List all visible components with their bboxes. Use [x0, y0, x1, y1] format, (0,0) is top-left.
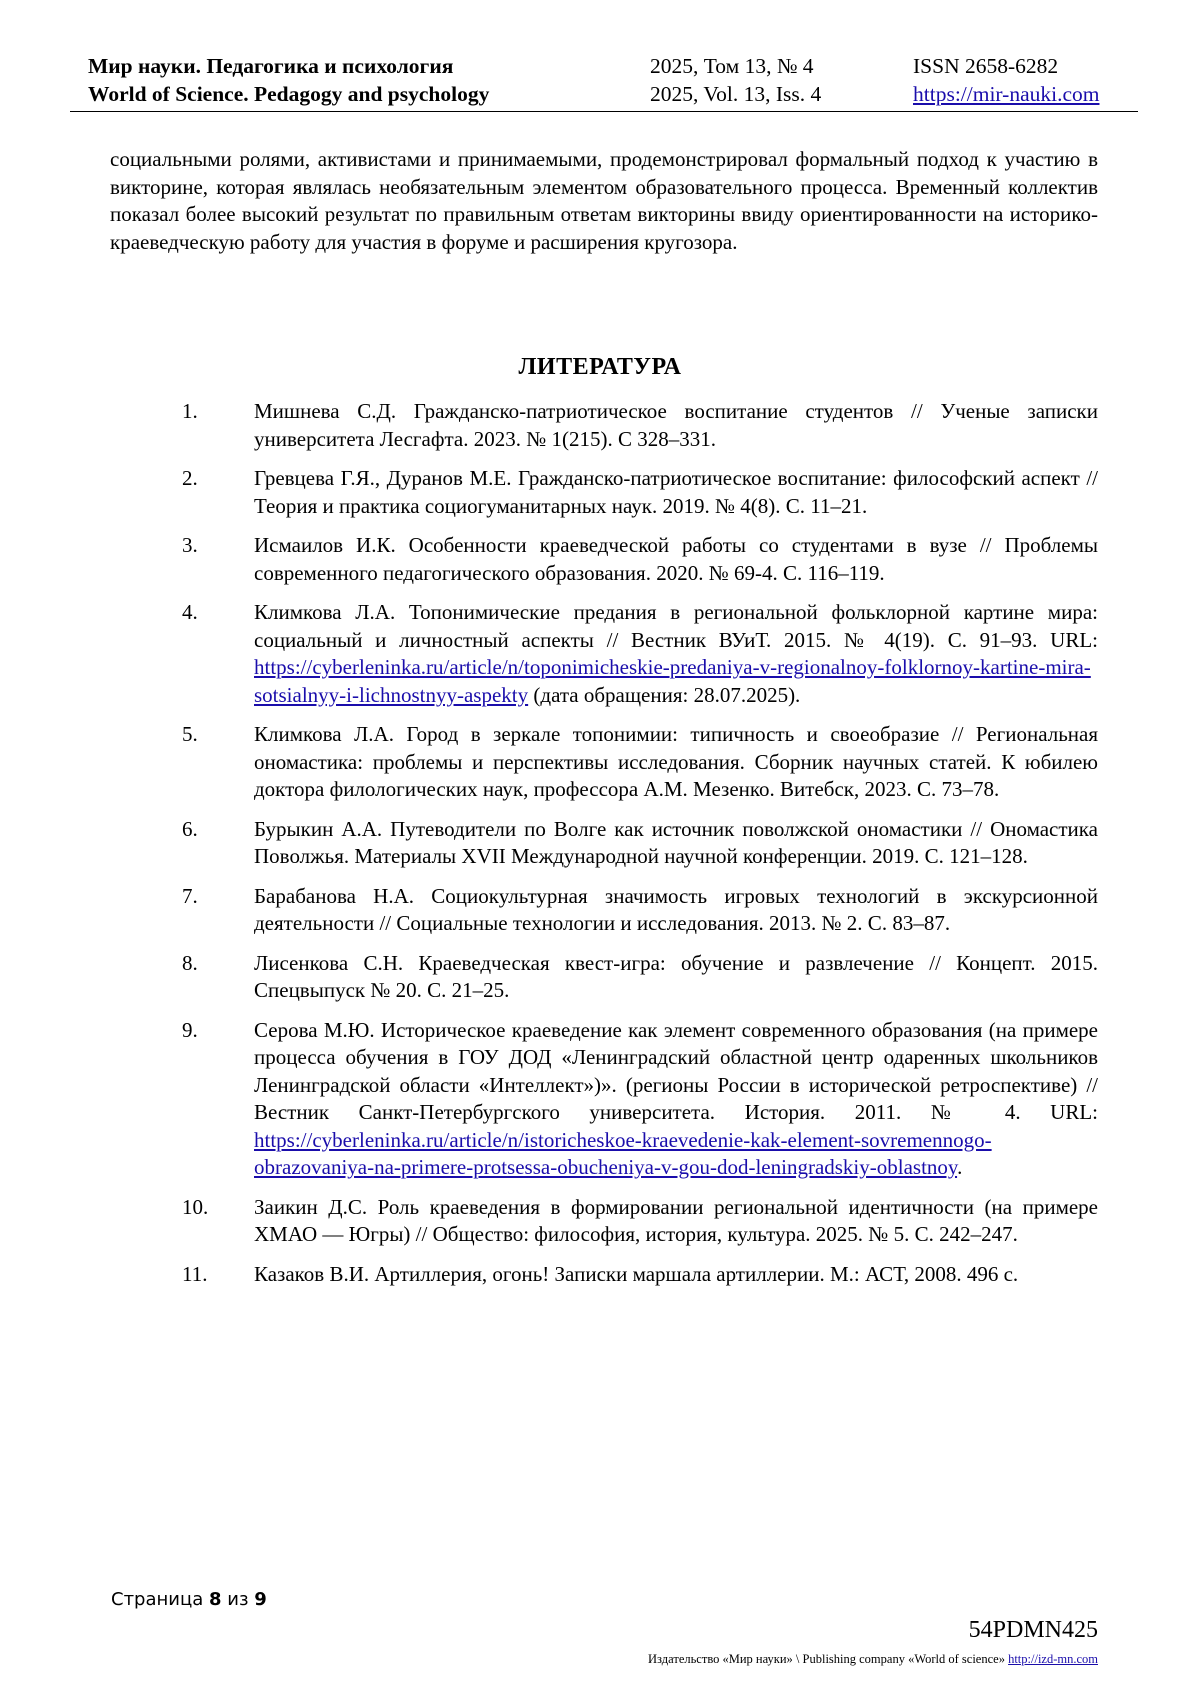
reference-item: [110, 1261, 1098, 1289]
page-word: Страница: [111, 1589, 204, 1610]
publisher-text: Издательство «Мир науки» \ Publishing company «World of science»: [648, 1652, 1005, 1666]
page-number: [111, 1589, 267, 1610]
reference-text: [254, 532, 1098, 587]
reference-url-link[interactable]: https://cyberleninka.ru/article/n/istoricheskoe-kraevedenie-kak-element-sovremennogo-obrazovaniya-na-primere-protsessa-obucheniya-v-gou-dod-leningradskiy-oblastnoy: [254, 1127, 992, 1179]
page-current: 8: [209, 1589, 222, 1610]
reference-item: [110, 950, 1098, 1005]
reference-number: 10.: [182, 1194, 209, 1219]
reference-number: 4.: [182, 600, 198, 624]
reference-citation: Климкова Л.А. Топонимические предания в региональной фольклорной картине мира: социальный и личностный аспекты // Вестник ВУиТ. 2015. № 4(19). С. 91–93. URL:: [254, 600, 1098, 652]
reference-number: 1.: [182, 399, 198, 423]
reference-number: 6.: [182, 816, 198, 841]
reference-item: [110, 721, 1098, 804]
reference-number: 9.: [182, 1017, 198, 1042]
reference-number: 3.: [182, 533, 198, 557]
reference-item: [110, 532, 1098, 587]
reference-citation: Лисенкова С.Н. Краеведческая квест-игра: обучение и развлечение // Концепт. 2015. Спецвыпуск № 20. С. 21–25.: [254, 950, 1098, 1002]
page-of: из: [227, 1589, 249, 1610]
references-heading: ЛИТЕРАТУРА: [518, 354, 682, 380]
reference-text: [254, 816, 1098, 871]
reference-item: [110, 883, 1098, 938]
article-code: 54PDMN425: [968, 1617, 1098, 1643]
reference-citation: Казаков В.И. Артиллерия, огонь! Записки маршала артиллерии. М.: АСТ, 2008. 496 с.: [254, 1261, 1019, 1286]
reference-text: [254, 599, 1098, 709]
reference-item: [110, 465, 1098, 520]
reference-number: 7.: [182, 883, 198, 908]
reference-suffix: (дата обращения: 28.07.2025).: [528, 682, 801, 707]
reference-item: [110, 1017, 1098, 1182]
reference-citation: Барабанова Н.А. Социокультурная значимость игровых технологий в экскурсионной деятельности // Социальные технологии и исследования. 2013. № 2. С. 83–87.: [254, 883, 1098, 935]
reference-item: [110, 398, 1098, 453]
reference-suffix: .: [957, 1155, 963, 1179]
publisher-link[interactable]: http://izd-mn.com: [1008, 1652, 1098, 1666]
reference-citation: Серова М.Ю. Историческое краеведение как элемент современного образования (на примере процесса обучения в ГОУ ДОД «Ленинградский областной центр одаренных школьников Ленинградской области «Интеллект»)». (регионы России в исторической ретроспективе) // Вестник Санкт-Петербургского университета. История. 2011. № 4. URL:: [254, 1017, 1098, 1124]
reference-text: [254, 721, 1098, 804]
reference-citation: Гревцева Г.Я., Дуранов М.Е. Гражданско-патриотическое воспитание: философский аспект // Теория и практика социогуманитарных наук. 2019. № 4(8). С. 11–21.: [254, 466, 1098, 518]
reference-citation: Мишнева С.Д. Гражданско-патриотическое воспитание студентов // Ученые записки университета Лесгафта. 2023. № 1(215). С 328–331.: [254, 399, 1098, 451]
journal-title: [88, 52, 489, 108]
reference-text: [254, 465, 1098, 520]
body-paragraph: социальными ролями, активистами и принимаемыми, продемонстрировал формальный подход к участию в викторине, которая являлась необязательным элементом образовательного процесса. Временный коллектив показал более высокий результат по правильным ответам викторины ввиду ориентированности на историко-краеведческую работу для участия в форуме и расширения кругозора.: [110, 147, 1098, 254]
page-total: 9: [254, 1589, 267, 1610]
references-list: [110, 398, 1098, 1300]
reference-number: 2.: [182, 466, 198, 490]
reference-citation: Исмаилов И.К. Особенности краеведческой работы со студентами в вузе // Проблемы современного педагогического образования. 2020. № 69-4. С. 116–119.: [254, 533, 1098, 585]
reference-item: [110, 1194, 1098, 1249]
issn: ISSN 2658-6282: [913, 54, 1059, 78]
reference-text: [254, 950, 1098, 1005]
reference-text: [254, 883, 1098, 938]
reference-url-link[interactable]: https://cyberleninka.ru/article/n/toponimicheskie-predaniya-v-regionalnoy-folklornoy-kartine-mira-sotsialnyy-i-lichnostnyy-aspekty: [254, 655, 1091, 707]
reference-text: [254, 1194, 1098, 1249]
volume-en: 2025, Vol. 13, Iss. 4: [650, 82, 822, 106]
reference-citation: Заикин Д.С. Роль краеведения в формировании региональной идентичности (на примере ХМАО — Югры) // Общество: философия, история, культура. 2025. № 5. С. 242–247.: [254, 1194, 1098, 1246]
reference-number: 8.: [182, 950, 198, 975]
volume-ru: 2025, Том 13, № 4: [650, 54, 814, 78]
reference-citation: Климкова Л.А. Город в зеркале топонимии: типичность и своеобразие // Региональная ономастика: проблемы и перспективы исследования. Сборник научных статей. К юбилею доктора филологических наук, профессора А.М. Мезенко. Витебск, 2023. С. 73–78.: [254, 722, 1098, 801]
reference-number: 5.: [182, 722, 198, 746]
reference-text: [254, 398, 1098, 453]
header-divider: [70, 111, 1138, 112]
reference-text: [254, 1017, 1098, 1182]
journal-volume: [650, 52, 821, 108]
reference-item: [110, 816, 1098, 871]
reference-text: [254, 1261, 1098, 1289]
reference-citation: Бурыкин А.А. Путеводители по Волге как источник поволжской ономастики // Ономастика Поволжья. Материалы XVII Международной научной конференции. 2019. С. 121–128.: [254, 816, 1098, 868]
journal-title-en: World of Science. Pedagogy and psychology: [88, 82, 490, 106]
reference-item: [110, 599, 1098, 709]
journal-site-link[interactable]: https://mir-nauki.com: [913, 82, 1100, 106]
journal-title-ru: Мир науки. Педагогика и психология: [88, 54, 454, 78]
reference-number: 11.: [182, 1261, 208, 1286]
publisher-line: [648, 1652, 1098, 1667]
journal-identifiers: [913, 52, 1099, 108]
journal-header: [88, 52, 1138, 110]
